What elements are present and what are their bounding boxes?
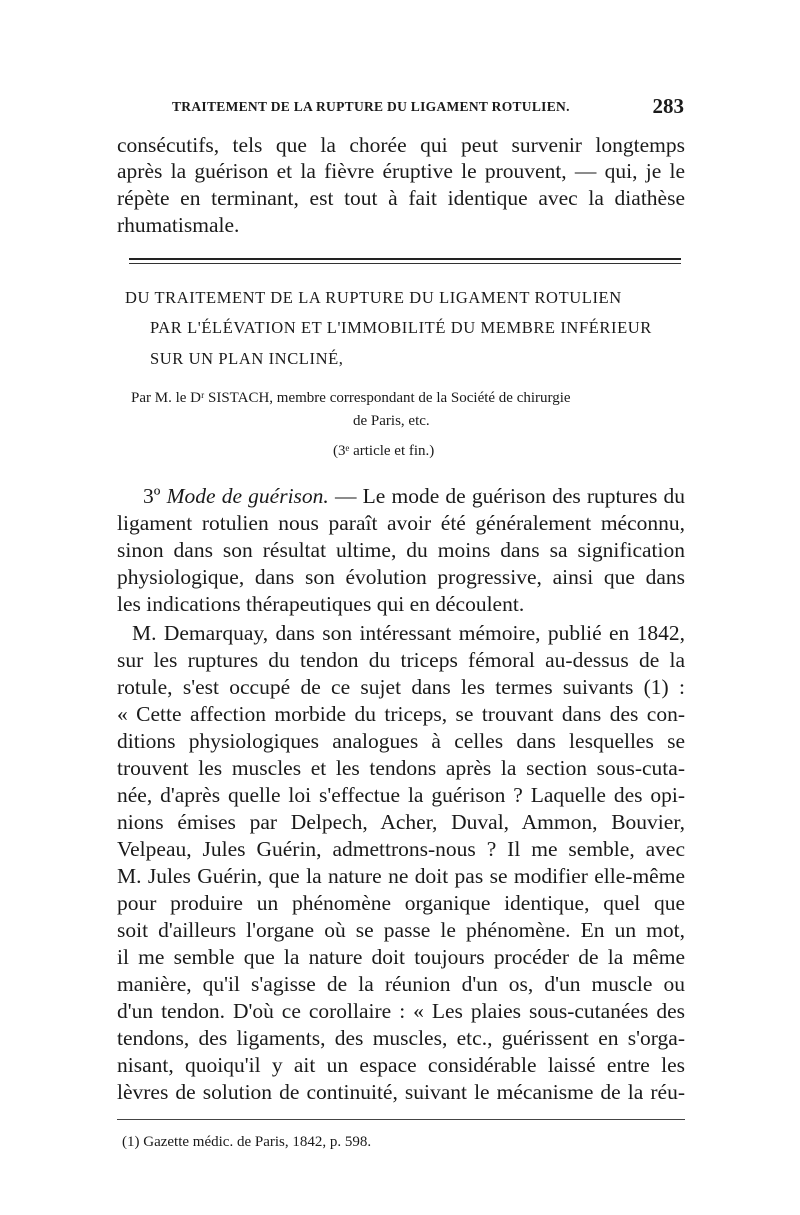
body-line: Velpeau, Jules Guérin, admettrons-nous ? Il me semble, avec (117, 837, 685, 861)
body-line: physiologique, dans son évolution progressive, ainsi que dans (117, 565, 685, 589)
footnote-rule (117, 1119, 685, 1120)
section-heading: Mode de guérison. (166, 484, 329, 508)
page-number: 283 (652, 94, 684, 118)
previous-article-line: consécutifs, tels que la chorée qui peut survenir longtemps (117, 133, 685, 157)
previous-article-line: après la guérison et la fièvre éruptive le prouvent, — qui, je le (117, 159, 685, 183)
body-line: M. Demarquay, dans son intéressant mémoire, publié en 1842, (132, 621, 685, 645)
body-line: soit d'ailleurs l'organe où se passe le phénomène. En un mot, (117, 918, 685, 942)
previous-article-line: répète en terminant, est tout à fait identique avec la diathèse (117, 186, 685, 210)
previous-article-line: rhumatismale. (117, 213, 240, 237)
page-header (172, 94, 684, 121)
article-title-line: PAR L'ÉLÉVATION ET L'IMMOBILITÉ DU MEMBRE INFÉRIEUR (150, 318, 652, 337)
body-line: sur les ruptures du tendon du triceps fémoral au-dessus de la (117, 648, 685, 672)
body-line: rotule, s'est occupé de ce sujet dans les termes suivants (1) : (117, 675, 685, 699)
body-line: trouvent les muscles et les tendons après la section sous-cuta- (117, 756, 685, 780)
author-byline-continued: de Paris, etc. (353, 413, 430, 429)
section-opening-text: — Le mode de guérison des ruptures du (328, 484, 686, 508)
section-divider-rule-thin (129, 263, 681, 264)
body-line: les indications thérapeutiques qui en découlent. (117, 592, 525, 616)
body-line: lèvres de solution de continuité, suivant le mécanisme de la réu- (117, 1080, 685, 1104)
section-opening-line (117, 483, 685, 510)
body-line: il me semble que la nature doit toujours procéder de la même (117, 945, 685, 969)
article-title-line: DU TRAITEMENT DE LA RUPTURE DU LIGAMENT ROTULIEN (125, 288, 622, 307)
body-line: nions émises par Delpech, Acher, Duval, Ammon, Bouvier, (117, 810, 685, 834)
body-line: née, d'après quelle loi s'effectue la guérison ? Laquelle des opi- (117, 783, 685, 807)
author-byline: Par M. le Dʳ SISTACH, membre correspondant de la Société de chirurgie (131, 390, 571, 406)
body-line: « Cette affection morbide du triceps, se trouvant dans des con- (117, 702, 685, 726)
body-line: d'un tendon. D'où ce corollaire : « Les plaies sous-cutanées des (117, 999, 685, 1023)
body-line: pour produire un phénomène organique identique, quel que (117, 891, 685, 915)
footnote: (1) Gazette médic. de Paris, 1842, p. 598. (122, 1134, 372, 1150)
section-divider-rule (129, 258, 681, 260)
body-line: ditions physiologiques analogues à celles dans lesquelles se (117, 729, 685, 753)
article-title-line: SUR UN PLAN INCLINÉ, (150, 349, 344, 368)
body-line: manière, qu'il s'agisse de la réunion d'un os, d'un muscle ou (117, 972, 685, 996)
body-line: ligament rotulien nous paraît avoir été généralement méconnu, (117, 511, 685, 535)
body-line: M. Jules Guérin, que la nature ne doit pas se modifier elle-même (117, 864, 685, 888)
body-line: sinon dans son résultat ultime, du moins dans sa signification (117, 538, 685, 562)
body-line: nisant, quoiqu'il y ait un espace considérable laissé entre les (117, 1053, 685, 1077)
article-part-note: (3ᵉ article et fin.) (333, 443, 435, 459)
section-number: 3º (143, 484, 167, 508)
running-title: TRAITEMENT DE LA RUPTURE DU LIGAMENT ROTULIEN. (172, 99, 570, 114)
body-line: tendons, des ligaments, des muscles, etc., guérissent en s'orga- (117, 1026, 685, 1050)
